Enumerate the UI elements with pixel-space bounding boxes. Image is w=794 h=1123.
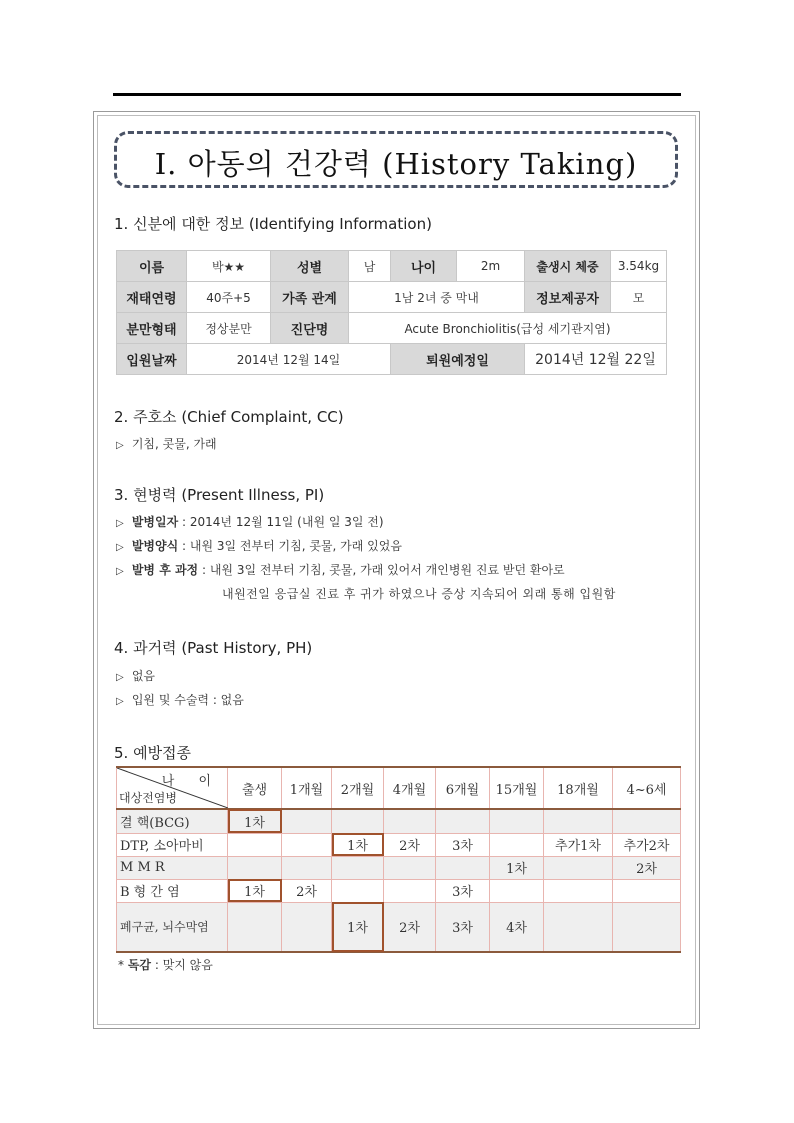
table-cell: 1차 — [490, 856, 544, 879]
triangle-bullet-icon: ▷ — [116, 566, 124, 577]
table-row — [117, 833, 681, 856]
admit-date-label: 입원날짜 — [117, 344, 187, 375]
name-label: 이름 — [117, 251, 187, 282]
table-cell — [332, 856, 384, 879]
diagnosis-label: 진단명 — [271, 313, 349, 344]
age-label: 나이 — [391, 251, 457, 282]
table-cell — [490, 879, 544, 902]
col-header: 4~6세 — [613, 767, 681, 809]
row-label: DTP, 소아마비 — [117, 833, 228, 856]
informant-value: 모 — [611, 282, 667, 313]
mode-label: 발병양식 — [131, 539, 179, 553]
table-cell: 3차 — [436, 833, 490, 856]
table-cell — [384, 879, 436, 902]
table-cell — [384, 856, 436, 879]
table-cell: 3차 — [436, 902, 490, 952]
row-label: B 형 간 염 — [117, 879, 228, 902]
table-cell: 2차 — [384, 833, 436, 856]
table-cell — [544, 809, 613, 833]
table-cell — [490, 809, 544, 833]
table-cell — [613, 902, 681, 952]
table-cell — [436, 809, 490, 833]
table-cell — [282, 833, 332, 856]
table-cell — [332, 879, 384, 902]
table-cell — [228, 902, 282, 952]
table-cell — [282, 856, 332, 879]
past-history-item-2 — [116, 691, 244, 708]
delivery-label: 분만형태 — [117, 313, 187, 344]
delivery-value: 정상분만 — [187, 313, 271, 344]
section-identifying-heading: 1. 신분에 대한 정보 (Identifying Information) — [114, 215, 432, 233]
top-rule — [113, 93, 681, 96]
col-header: 2개월 — [332, 767, 384, 809]
col-header: 4개월 — [384, 767, 436, 809]
table-cell: 2차 — [282, 879, 332, 902]
name-value: 박★★ — [187, 251, 271, 282]
table-cell: 1차 — [228, 809, 282, 833]
chief-complaint-text: 기침, 콧물, 가래 — [131, 437, 217, 451]
mode-item — [116, 537, 402, 554]
table-cell — [332, 809, 384, 833]
table-row — [117, 879, 681, 902]
vaccination-corner-header — [117, 767, 228, 809]
informant-label: 정보제공자 — [525, 282, 611, 313]
asterisk-icon: * — [118, 958, 128, 972]
family-label: 가족 관계 — [271, 282, 349, 313]
table-cell: 3차 — [436, 879, 490, 902]
mode-text: : 내원 3일 전부터 기침, 콧물, 가래 있었음 — [178, 539, 402, 553]
table-cell — [544, 902, 613, 952]
table-cell — [436, 856, 490, 879]
table-cell — [228, 833, 282, 856]
table-cell: 2차 — [384, 902, 436, 952]
identifying-table — [116, 250, 667, 375]
triangle-bullet-icon: ▷ — [116, 672, 124, 683]
past-history-text-1: 없음 — [131, 669, 156, 683]
row-label: 폐구균, 뇌수막염 — [117, 902, 228, 952]
section-past-history-heading: 4. 과거력 (Past History, PH) — [114, 639, 313, 657]
table-row — [117, 856, 681, 879]
table-cell — [490, 833, 544, 856]
discharge-date-label: 퇴원예정일 — [391, 344, 525, 375]
birth-weight-value: 3.54kg — [611, 251, 667, 282]
table-cell: 2차 — [613, 856, 681, 879]
section-present-illness-heading: 3. 현병력 (Present Illness, PI) — [114, 486, 325, 504]
chief-complaint-item — [116, 435, 217, 452]
discharge-date-value: 2014년 12월 22일 — [525, 344, 667, 375]
diagnosis-value: Acute Bronchiolitis(급성 세기관지염) — [349, 313, 667, 344]
past-history-text-2: 입원 및 수술력 : 없음 — [131, 693, 244, 707]
note-label: 독감 — [127, 958, 152, 972]
row-label: 결 핵(BCG) — [117, 809, 228, 833]
table-cell — [544, 856, 613, 879]
col-header: 1개월 — [282, 767, 332, 809]
triangle-bullet-icon: ▷ — [116, 542, 124, 553]
onset-text: : 2014년 12월 11일 (내원 일 3일 전) — [178, 515, 384, 529]
table-cell — [282, 902, 332, 952]
vaccination-note — [118, 956, 213, 973]
sex-value: 남 — [349, 251, 391, 282]
col-header: 18개월 — [544, 767, 613, 809]
table-cell: 1차 — [332, 902, 384, 952]
section-chief-complaint-heading: 2. 주호소 (Chief Complaint, CC) — [114, 408, 344, 426]
page-title: I. 아동의 건강력 (History Taking) — [154, 147, 638, 181]
gestational-age-label: 재태연령 — [117, 282, 187, 313]
sex-label: 성별 — [271, 251, 349, 282]
course-text: : 내원 3일 전부터 기침, 콧물, 가래 있어서 개인병원 진료 받던 환아로 — [198, 563, 565, 577]
table-cell — [613, 809, 681, 833]
triangle-bullet-icon: ▷ — [116, 440, 124, 451]
vaccination-table — [116, 766, 681, 953]
birth-weight-label: 출생시 체중 — [525, 251, 611, 282]
age-header: 나 이 — [161, 774, 221, 789]
table-cell: 1차 — [228, 879, 282, 902]
family-value: 1남 2녀 중 막내 — [349, 282, 525, 313]
table-row — [117, 809, 681, 833]
table-cell — [384, 809, 436, 833]
course-item — [116, 561, 565, 578]
admit-date-value: 2014년 12월 14일 — [187, 344, 391, 375]
table-cell — [282, 809, 332, 833]
onset-item — [116, 513, 384, 530]
gestational-age-value: 40주+5 — [187, 282, 271, 313]
note-text: : 맞지 않음 — [151, 958, 213, 972]
table-cell: 추가2차 — [613, 833, 681, 856]
triangle-bullet-icon: ▷ — [116, 518, 124, 529]
title-box — [114, 131, 678, 188]
course-text-continued: 내원전일 응급실 진료 후 귀가 하였으나 증상 지속되어 외래 통해 입원함 — [222, 587, 616, 601]
col-header: 15개월 — [490, 767, 544, 809]
table-cell — [228, 856, 282, 879]
col-header: 출생 — [228, 767, 282, 809]
onset-label: 발병일자 — [131, 515, 179, 529]
table-cell — [613, 879, 681, 902]
table-cell: 1차 — [332, 833, 384, 856]
table-cell: 4차 — [490, 902, 544, 952]
table-cell — [544, 879, 613, 902]
course-label: 발병 후 과정 — [131, 563, 199, 577]
target-disease-header: 대상전염병 — [119, 791, 177, 805]
age-value: 2m — [457, 251, 525, 282]
triangle-bullet-icon: ▷ — [116, 696, 124, 707]
table-cell: 추가1차 — [544, 833, 613, 856]
past-history-item-1 — [116, 667, 155, 684]
section-vaccination-heading: 5. 예방접종 — [114, 744, 192, 762]
col-header: 6개월 — [436, 767, 490, 809]
table-row — [117, 902, 681, 952]
row-label: M M R — [117, 856, 228, 879]
